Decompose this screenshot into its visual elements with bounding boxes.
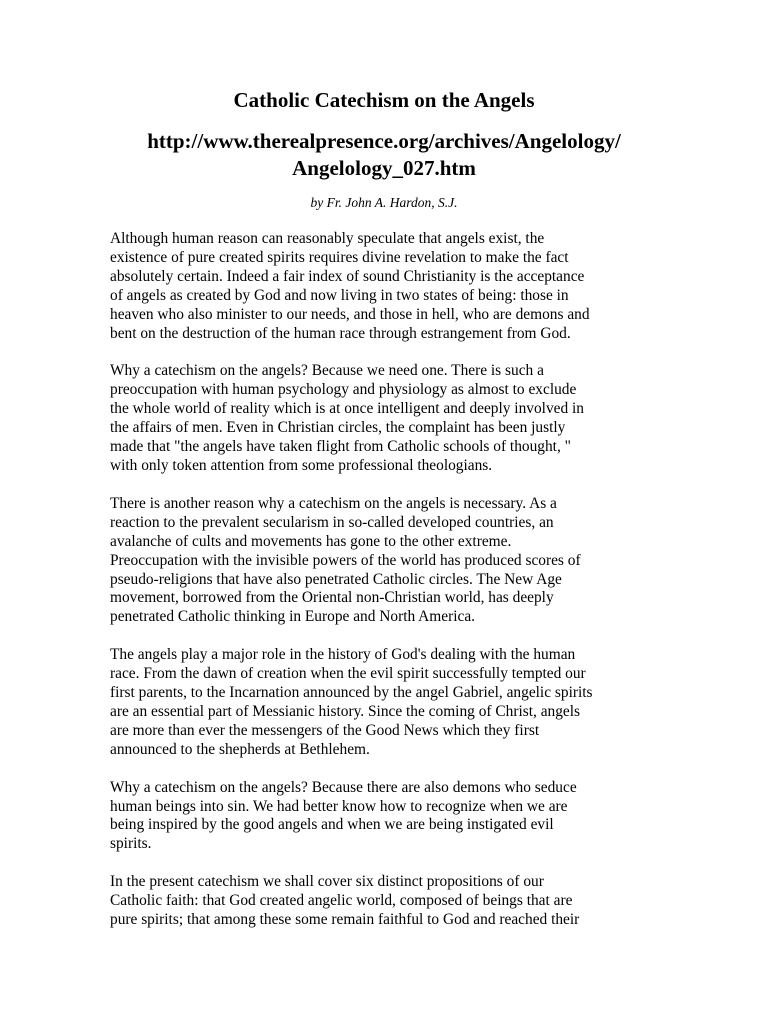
paragraph (110, 779, 670, 855)
text-line: pseudo-religions that have also penetrated Catholic circles. The New Age (110, 570, 562, 588)
text-line: the affairs of men. Even in Christian circles, the complaint has been justly (110, 419, 566, 437)
text-line: movement, borrowed from the Oriental non-Christian world, has deeply (110, 589, 554, 607)
text-line: are an essential part of Messianic history. Since the coming of Christ, angels (110, 702, 581, 720)
text-line: made that "the angels have taken flight from Catholic schools of thought, " (110, 438, 571, 456)
source-url (0, 128, 768, 182)
document-body (110, 230, 670, 949)
document-title: Catholic Catechism on the Angels (233, 88, 535, 112)
text-line: announced to the shepherds at Bethlehem. (110, 740, 370, 758)
text-line: of angels as created by God and now living in two states of being: those in (110, 286, 569, 304)
text-line: the whole world of reality which is at once intelligent and deeply involved in (110, 400, 584, 418)
text-line: being inspired by the good angels and when we are being instigated evil (110, 816, 554, 834)
text-line: avalanche of cults and movements has gone to the other extreme. (110, 532, 512, 550)
paragraph (110, 495, 670, 627)
text-line: There is another reason why a catechism on the angels is necessary. As a (110, 494, 557, 512)
text-line: reaction to the prevalent secularism in so-called developed countries, an (110, 513, 554, 531)
text-line: Why a catechism on the angels? Because there are also demons who seduce (110, 778, 577, 796)
text-line: with only token attention from some professional theologians. (110, 456, 493, 474)
text-line: Although human reason can reasonably speculate that angels exist, the (110, 230, 545, 247)
text-line: penetrated Catholic thinking in Europe and North America. (110, 608, 475, 626)
text-line: first parents, to the Incarnation announced by the angel Gabriel, angelic spirits (110, 684, 593, 702)
text-line: pure spirits; that among these some remain faithful to God and reached their (110, 911, 580, 929)
text-line: are more than ever the messengers of the Good News which they first (110, 721, 540, 739)
text-line: In the present catechism we shall cover six distinct propositions of our (110, 873, 544, 891)
text-line: preoccupation with human psychology and physiology as almost to exclude (110, 381, 577, 399)
paragraph (110, 230, 670, 343)
text-line: heaven who also minister to our needs, and those in hell, who are demons and (110, 305, 590, 323)
text-line: Catholic faith: that God created angelic world, composed of beings that are (110, 892, 573, 910)
text-line: race. From the dawn of creation when the evil spirit successfully tempted our (110, 665, 586, 683)
text-line: Preoccupation with the invisible powers of the world has produced scores of (110, 551, 581, 569)
text-line: Why a catechism on the angels? Because we need one. There is such a (110, 362, 544, 380)
source-url-line: Angelology_027.htm (292, 156, 476, 180)
paragraph (110, 873, 670, 930)
text-line: existence of pure created spirits requires divine revelation to make the fact (110, 248, 569, 266)
paragraph (110, 362, 670, 475)
text-line: human beings into sin. We had better know how to recognize when we are (110, 797, 568, 815)
text-line: bent on the destruction of the human race through estrangement from God. (110, 324, 571, 342)
text-line: absolutely certain. Indeed a fair index of sound Christianity is the acceptance (110, 267, 585, 285)
text-line: spirits. (110, 835, 152, 853)
author-byline: by Fr. John A. Hardon, S.J. (310, 195, 458, 210)
source-url-line: http://www.therealpresence.org/archives/Angelology/ (147, 129, 621, 153)
paragraph (110, 646, 670, 759)
text-line: The angels play a major role in the history of God's dealing with the human (110, 646, 576, 664)
